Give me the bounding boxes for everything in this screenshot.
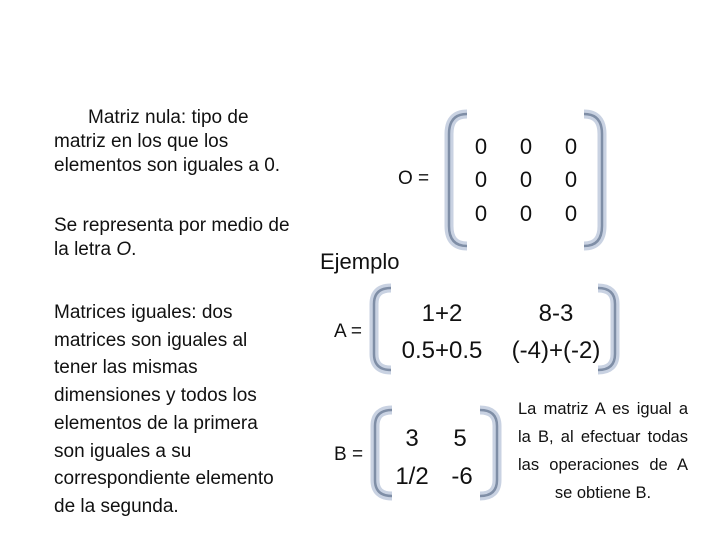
zero-cell: 0	[564, 134, 578, 159]
equal-line: de la segunda.	[54, 495, 179, 517]
matrix-b-label: B =	[334, 444, 364, 465]
zero-cell: 0	[519, 167, 533, 192]
zero-cell: 0	[474, 201, 488, 226]
zero-matrix-label: O =	[398, 168, 430, 189]
equal-line: tener las mismas	[54, 357, 198, 379]
equal-line: elementos de la primera	[54, 412, 258, 434]
matrix-b-cell: 1/2	[395, 463, 429, 490]
null-matrix-line-2: matriz en los que los	[54, 131, 229, 152]
representation-text	[54, 214, 334, 262]
letter-o: O	[116, 239, 132, 260]
representation-period: .	[131, 239, 137, 260]
equal-line: matrices son iguales al	[54, 329, 248, 351]
matrix-a-cell: 0.5+0.5	[401, 337, 483, 364]
matrix-a-cell: 8-3	[538, 300, 574, 327]
matrix-a-label: A =	[334, 321, 362, 342]
zero-cell: 0	[519, 134, 533, 159]
representation-prefix: la letra	[54, 239, 117, 260]
matrix-b-cell: 5	[453, 425, 467, 452]
matrix-a-cell: 1+2	[421, 300, 463, 327]
zero-cell: 0	[564, 201, 578, 226]
null-matrix-line-1: Matriz nula: tipo de	[88, 107, 249, 128]
matrix-b-cell: -6	[451, 463, 473, 490]
representation-line-1: Se representa por medio de	[54, 215, 290, 236]
equal-line: correspondiente elemento	[54, 468, 274, 490]
example-heading: Ejemplo	[320, 249, 400, 274]
equal-line: son iguales a su	[54, 440, 192, 462]
null-matrix-definition	[54, 106, 334, 178]
matrix-b-cell: 3	[405, 425, 419, 452]
equal-matrices-definition	[54, 299, 314, 521]
equal-line: dimensiones y todos los	[54, 385, 257, 407]
zero-cell: 0	[519, 201, 533, 226]
zero-cell: 0	[564, 167, 578, 192]
equality-note: La matriz A es igual a la B, al efectuar todas las operaciones de A se obtiene B.	[518, 400, 688, 502]
zero-cell: 0	[474, 134, 488, 159]
null-matrix-line-3: elementos son iguales a 0.	[54, 155, 281, 176]
zero-cell: 0	[474, 167, 488, 192]
representation-line-2	[54, 238, 334, 262]
matrix-a-cell: (-4)+(-2)	[511, 337, 601, 364]
equal-line: Matrices iguales: dos	[54, 302, 233, 323]
